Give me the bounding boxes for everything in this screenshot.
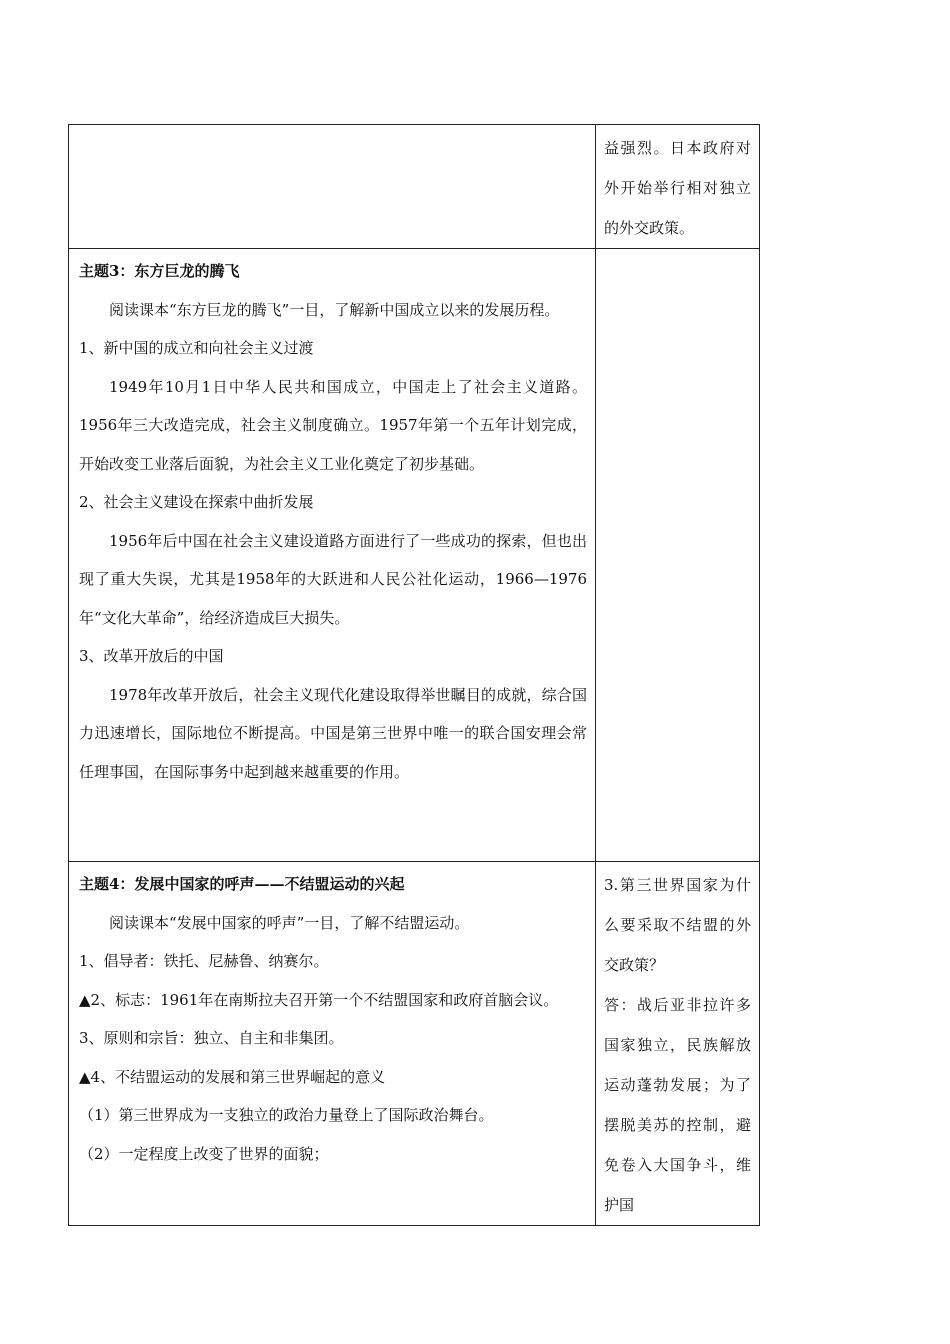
list-item: 1、倡导者：铁托、尼赫鲁、纳赛尔。 [79,952,329,970]
section-title: 1、新中国的成立和向社会主义过渡 [79,339,314,357]
list-item: ▲4、不结盟运动的发展和第三世界崛起的意义 [79,1067,386,1086]
paragraph: 1956年后中国在社会主义建设道路方面进行了一些成功的探索，但也出现了重大失误，尤其是1958年的大跃进和人民公社化运动，1966—1976年“文化大革命”，给经济造成巨大损失。 [79,531,587,627]
table-cell-right [596,249,760,862]
paragraph: 阅读课本“东方巨龙的腾飞”一目，了解新中国成立以来的发展历程。 [109,300,560,319]
note-text: 益强烈。日本政府对外开始举行相对独立的外交政策。 [604,139,751,237]
section-title: 3、改革开放后的中国 [79,647,224,665]
topic-heading: 主题4：发展中国家的呼声——不结盟运动的兴起 [79,875,405,893]
topic-heading: 主题3：东方巨龙的腾飞 [79,262,240,280]
list-item: （1）第三世界成为一支独立的政治力量登上了国际政治舞台。 [79,1106,494,1124]
table-cell-left [69,249,596,862]
list-item: ▲2、标志：1961年在南斯拉夫召开第一个不结盟国家和政府首脑会议。 [79,990,559,1009]
list-item: 3、原则和宗旨：独立、自主和非集团。 [79,1029,344,1047]
table-row [69,125,760,249]
paragraph: 1949年10月1日中华人民共和国成立，中国走上了社会主义道路。1956年三大改造完成，社会主义制度确立。1957年第一个五年计划完成，开始改变工业落后面貌，为社会主义工业化奠定了初步基础。 [79,377,587,473]
paragraph: 阅读课本“发展中国家的呼声”一目，了解不结盟运动。 [109,913,470,932]
table-row [69,862,760,1226]
answer-text: 答：战后亚非拉许多国家独立，民族解放运动蓬勃发展；为了摆脱美苏的控制，避免卷入大国争斗，维护国 [604,996,751,1214]
section-title: 2、社会主义建设在探索中曲折发展 [79,493,314,511]
table-cell-right [596,125,760,249]
paragraph: 1978年改革开放后，社会主义现代化建设取得举世瞩目的成就，综合国力迅速增长，国际地位不断提高。中国是第三世界中唯一的联合国安理会常任理事国，在国际事务中起到越来越重要的作用。 [79,685,587,781]
list-item: （2）一定程度上改变了世界的面貌； [79,1144,329,1163]
lesson-table [68,124,760,1226]
table-cell-left [69,125,596,249]
table-row [69,249,760,862]
question-text: 3.第三世界国家为什么要采取不结盟的外交政策？ [604,876,751,974]
table-cell-right [596,862,760,1226]
table-cell-left [69,862,596,1226]
